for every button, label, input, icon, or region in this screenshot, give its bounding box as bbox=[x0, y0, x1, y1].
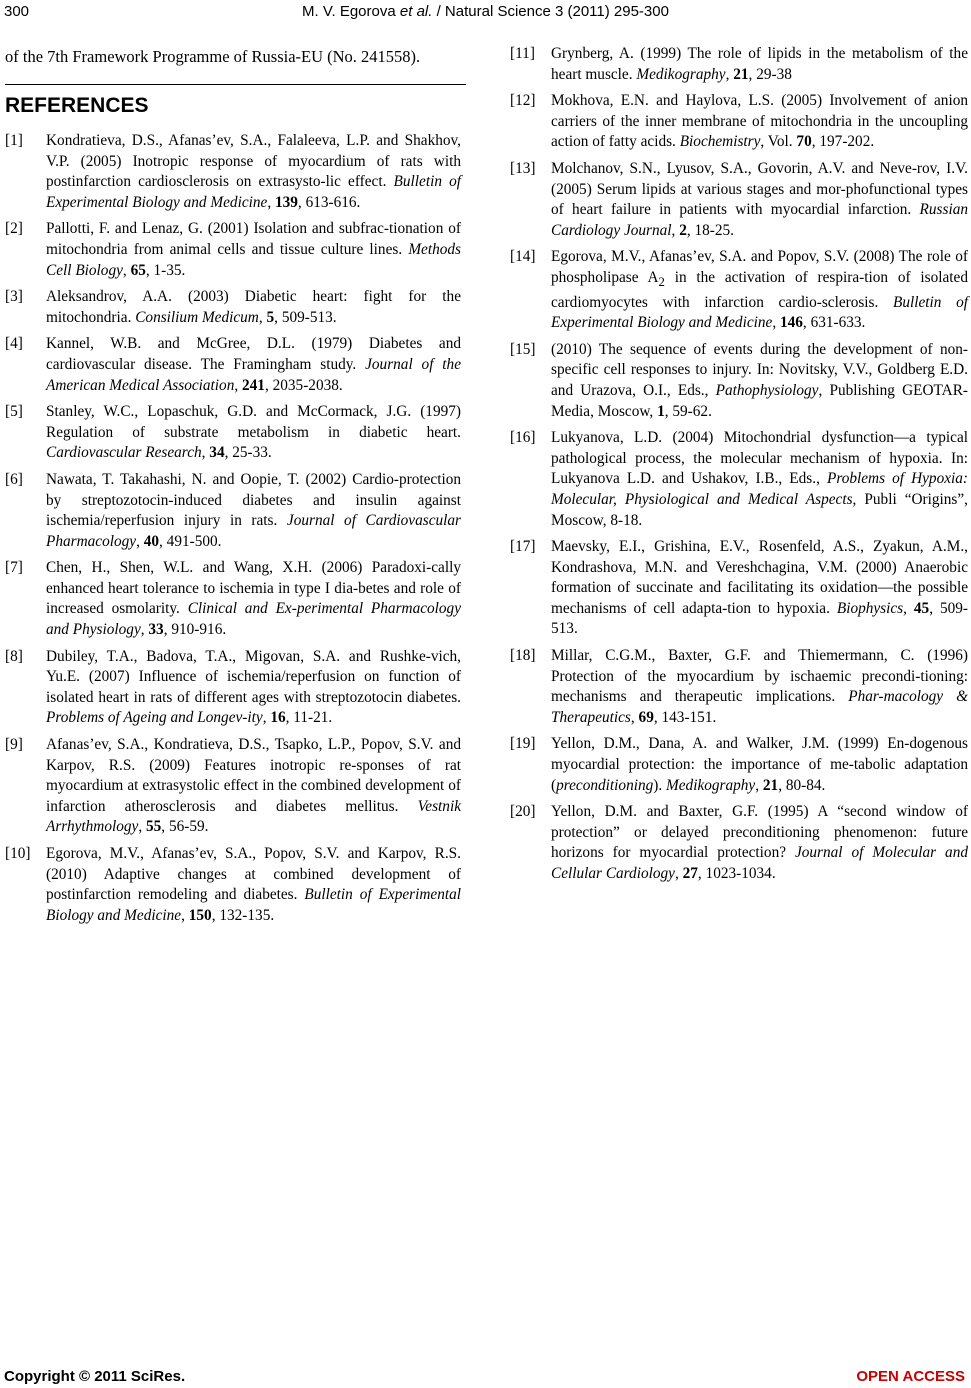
reference-journal: Bulletin of Experimental Biology and Medicine bbox=[46, 886, 461, 924]
reference-number: [5] bbox=[5, 403, 23, 421]
reference-volume: 45 bbox=[913, 599, 930, 617]
reference-text: Kondratieva, D.S., Afanas’ev, S.A., Falaleeva, L.P. and Shakhov, V.P. (2005) Inotropic response of myocardium of rats with postinfarction cardiosclerosis on extrasysto-lic effect. bbox=[46, 132, 461, 191]
reference-text: Grynberg, A. (1999) The role of lipids in the metabolism of the heart muscle. bbox=[551, 45, 968, 83]
reference-journal: Journal of Cardiovascular Pharmacology bbox=[46, 512, 461, 550]
reference-pages: , 631-633. bbox=[802, 314, 866, 332]
reference-journal: Bulletin of Experimental Biology and Medicine bbox=[551, 293, 968, 332]
reference-volume: 1 bbox=[657, 402, 665, 420]
reference-separator: , bbox=[138, 818, 146, 836]
reference-item bbox=[5, 402, 461, 464]
reference-text: Yellon, D.M. and Baxter, G.F. (1995) A “second window of protection” or delayed preconditioning phenomenon: future horizons for myocardial protection? bbox=[551, 803, 968, 862]
reference-item bbox=[5, 558, 461, 640]
reference-text: Millar, C.G.M., Baxter, G.F. and Thiemermann, C. (1996) Protection of the myocardium by ischaemic precondi-tioning: mechanisms and therapeutic implications. bbox=[551, 647, 968, 706]
reference-journal: Cardiovascular Research bbox=[46, 444, 202, 462]
reference-journal: Consilium Medicum bbox=[135, 308, 259, 326]
reference-volume: 150 bbox=[188, 906, 212, 924]
reference-number: [4] bbox=[5, 335, 23, 353]
reference-text: Mokhova, E.N. and Haylova, L.S. (2005) Involvement of anion carriers of the inner membrane of mitochondria in the uncoupling action of fatty acids. bbox=[551, 92, 968, 151]
reference-pages: , 29-38 bbox=[748, 65, 792, 83]
page-header bbox=[0, 0, 971, 22]
reference-list-right bbox=[510, 44, 968, 885]
reference-volume: 139 bbox=[274, 193, 298, 211]
reference-volume: 5 bbox=[266, 308, 275, 326]
reference-separator: , Publishing GEOTAR-Media, Moscow, bbox=[551, 381, 968, 420]
reference-number: [2] bbox=[5, 220, 23, 238]
reference-separator: , bbox=[136, 532, 144, 550]
reference-number: [19] bbox=[510, 735, 536, 753]
reference-text: (2010) The sequence of events during the development of non-specific cell responses to injury. In: Novitsky, V.V., Goldberg E.D. and Urazova, O.I., Eds., bbox=[551, 340, 968, 399]
page-number: 300 bbox=[4, 3, 30, 20]
reference-number: [7] bbox=[5, 559, 23, 577]
reference-item bbox=[510, 802, 968, 884]
reference-pages: , 1023-1034. bbox=[697, 865, 776, 883]
reference-separator: , bbox=[234, 376, 242, 394]
reference-pages: , 59-62. bbox=[664, 402, 712, 420]
reference-text: Egorova, M.V., Afanas’ev, S.A. and Popov, S.V. (2008) The role of phospholipase A bbox=[551, 248, 968, 286]
intro-text: of the 7th Framework Programme of Russia-EU (No. 241558). bbox=[5, 47, 421, 66]
reference-pages: , 56-59. bbox=[161, 818, 209, 836]
reference-separator: , bbox=[772, 314, 780, 332]
reference-journal: Methods Cell Biology bbox=[46, 240, 461, 279]
reference-volume: 69 bbox=[638, 708, 654, 726]
reference-number: [20] bbox=[510, 803, 536, 821]
reference-item bbox=[510, 247, 968, 333]
reference-text: Nawata, T. Takahashi, N. and Oopie, T. (2002) Cardio-protection by streptozotocin-induced diabetes and insulin against ischemia/reperfusion injury in rats. bbox=[46, 470, 461, 530]
reference-text: Pallotti, F. and Lenaz, G. (2001) Isolation and subfrac-tionation of mitochondria from animal cells and tissue culture lines. bbox=[46, 220, 461, 258]
reference-item bbox=[5, 287, 461, 328]
reference-text: Chen, H., Shen, W.L. and Wang, X.H. (2006) Paradoxi-cally enhanced heart tolerance to ischemia in type I dia-betes and role of increased osmolarity. bbox=[46, 559, 461, 618]
reference-journal: Problems of Ageing and Longev-ity bbox=[46, 709, 263, 727]
reference-volume: 27 bbox=[682, 865, 698, 883]
reference-separator: , bbox=[267, 193, 275, 211]
reference-list-left bbox=[5, 131, 461, 926]
reference-volume: 146 bbox=[779, 314, 803, 332]
reference-volume: 16 bbox=[270, 709, 286, 727]
reference-separator: , bbox=[725, 65, 734, 83]
reference-pages: , 2035-2038. bbox=[264, 376, 343, 394]
reference-journal: Phar-macology & Therapeutics bbox=[551, 688, 968, 726]
reference-item bbox=[5, 647, 461, 729]
reference-separator: , bbox=[674, 865, 683, 883]
reference-number: [10] bbox=[5, 845, 31, 862]
reference-volume: 21 bbox=[762, 776, 779, 794]
reference-journal: Biophysics bbox=[836, 599, 904, 617]
reference-separator: , bbox=[755, 776, 763, 794]
reference-text: Egorova, M.V., Afanas’ev, S.A., Popov, S.V. and Karpov, R.S. (2010) Adaptive changes at combined development of postinfarction remodeling and diabetes. bbox=[46, 845, 461, 904]
references-heading: REFERENCES bbox=[5, 94, 149, 117]
reference-pages: , 132-135. bbox=[211, 906, 275, 924]
reference-journal: Problems of Hypoxia: Molecular, Physiological and Medical Aspects bbox=[551, 470, 968, 508]
reference-text: Molchanov, S.N., Lyusov, S.A., Govorin, A.V. and Neve-rov, I.V. (2005) Serum lipids at various stages and mor-phofunctional types of heart failure in patients with myocardial infarction. bbox=[551, 159, 968, 219]
reference-separator: , bbox=[122, 261, 131, 279]
reference-number: [17] bbox=[510, 538, 536, 556]
reference-journal: Biochemistry bbox=[679, 133, 761, 151]
reference-pages: , 1-35. bbox=[145, 261, 186, 279]
reference-pages: , 25-33. bbox=[224, 444, 272, 462]
reference-number: [1] bbox=[5, 132, 23, 149]
reference-text: Kannel, W.B. and McGree, D.L. (1979) Diabetes and cardiovascular disease. The Framingham study. bbox=[46, 335, 461, 373]
reference-number: [18] bbox=[510, 647, 536, 665]
reference-item bbox=[5, 219, 461, 281]
reference-number: [15] bbox=[510, 340, 536, 358]
running-head-etal: et al. bbox=[399, 3, 433, 20]
reference-pages: , 613-616. bbox=[297, 193, 361, 211]
copyright-text: Copyright © 2011 SciRes. bbox=[4, 1368, 186, 1385]
reference-text: Aleksandrov, A.A. (2003) Diabetic heart: fight for the mitochondria. bbox=[46, 288, 461, 326]
reference-volume: 241 bbox=[242, 376, 265, 394]
reference-volume: 21 bbox=[733, 65, 749, 83]
reference-item bbox=[510, 44, 968, 85]
reference-item bbox=[510, 91, 968, 153]
reference-number: [3] bbox=[5, 288, 23, 306]
reference-number: [6] bbox=[5, 470, 23, 488]
reference-number: [9] bbox=[5, 736, 23, 754]
reference-text: Stanley, W.C., Lopaschuk, G.D. and McCormack, J.G. (1997) Regulation of substrate metabolism in diabetic heart. bbox=[46, 403, 461, 441]
reference-item bbox=[5, 844, 461, 926]
reference-item bbox=[5, 334, 461, 396]
reference-pages: , 18-25. bbox=[686, 221, 735, 239]
reference-separator: , bbox=[630, 708, 639, 726]
reference-item bbox=[5, 131, 461, 213]
reference-italic: preconditioning bbox=[556, 776, 654, 794]
reference-pages: , 509-513. bbox=[551, 599, 968, 638]
reference-volume: 55 bbox=[146, 818, 162, 836]
reference-journal: Vestnik Arrhythmology bbox=[46, 797, 461, 836]
reference-pages: , 910-916. bbox=[163, 621, 227, 639]
reference-journal: Bulletin of Experimental Biology and Medicine bbox=[46, 173, 461, 211]
reference-separator: , bbox=[181, 906, 189, 924]
reference-item bbox=[510, 340, 968, 422]
section-divider bbox=[5, 84, 466, 85]
reference-journal: Pathophysiology bbox=[715, 381, 819, 399]
reference-number: [13] bbox=[510, 159, 536, 177]
reference-text: Afanas’ev, S.A., Kondratieva, D.S., Tsapko, L.P., Popov, S.V. and Karpov, R.S. (2009) Features inotropic re-sponses of rat myocardium at extrasystolic effect in the combined development of infarction atherosclerosis and diabetes mellitus. bbox=[46, 736, 461, 815]
reference-volume: 2 bbox=[679, 221, 687, 239]
reference-journal: Medikography bbox=[666, 776, 756, 794]
reference-item bbox=[510, 428, 968, 531]
reference-pages: , 11-21. bbox=[285, 709, 333, 727]
running-head-journal: / Natural Science 3 (2011) 295-300 bbox=[432, 3, 669, 20]
reference-text: ). bbox=[653, 776, 667, 794]
reference-volume: 34 bbox=[209, 444, 225, 462]
reference-number: [16] bbox=[510, 429, 536, 447]
reference-text: Yellon, D.M., Dana, A. and Walker, J.M. (1999) En-dogenous myocardial protection: the importance of me-tabolic adaptation ( bbox=[551, 735, 968, 794]
reference-separator: , Publi “Origins”, Moscow, 8-18. bbox=[551, 490, 968, 529]
reference-item bbox=[5, 470, 461, 552]
reference-separator: , bbox=[262, 709, 271, 727]
reference-separator: , bbox=[671, 221, 680, 239]
reference-item bbox=[510, 159, 968, 241]
reference-volume: 40 bbox=[143, 532, 160, 550]
reference-volume: 70 bbox=[796, 133, 812, 151]
reference-number: [11] bbox=[510, 45, 535, 62]
reference-volume: 65 bbox=[130, 261, 146, 279]
reference-journal: Clinical and Ex-perimental Pharmacology and Physiology bbox=[46, 600, 461, 639]
reference-pages: , 509-513. bbox=[274, 308, 337, 326]
page-footer bbox=[0, 1366, 971, 1388]
reference-separator: , bbox=[140, 621, 149, 639]
reference-separator: , bbox=[258, 308, 267, 326]
reference-text: Dubiley, T.A., Badova, T.A., Migovan, S.A. and Rushke-vich, Yu.E. (2007) Influence of ischemia/reperfusion on function of isolated heart in rats of different ages with streptozotocin diabetes. bbox=[46, 647, 461, 706]
reference-item bbox=[510, 734, 968, 796]
reference-pages: , 143-151. bbox=[653, 708, 717, 726]
reference-text: Maevsky, E.I., Grishina, E.V., Rosenfeld, A.S., Zyakun, A.M., Kondrashova, M.N. and Vereshchagina, V.M. (2000) Anaerobic formation of succinate and facilitating its oxidation—the possible mechanisms of cell adapta-tion to hypoxia. bbox=[551, 538, 968, 617]
left-column bbox=[5, 44, 461, 932]
running-head-authors: M. V. Egorova bbox=[302, 3, 400, 20]
reference-pages: , 491-500. bbox=[159, 532, 222, 550]
reference-separator: , Vol. bbox=[760, 133, 797, 151]
reference-pages: , 197-202. bbox=[811, 133, 875, 151]
reference-number: [14] bbox=[510, 248, 536, 266]
reference-number: [8] bbox=[5, 647, 23, 665]
reference-journal: Journal of Molecular and Cellular Cardiology bbox=[551, 844, 968, 883]
reference-journal: Journal of the American Medical Association bbox=[46, 355, 461, 394]
reference-separator: , bbox=[903, 599, 914, 617]
reference-separator: , bbox=[201, 444, 210, 462]
running-head bbox=[0, 2, 971, 22]
reference-volume: 33 bbox=[148, 621, 164, 639]
reference-number: [12] bbox=[510, 92, 536, 110]
reference-subscript: 2 bbox=[658, 274, 665, 289]
reference-pages: , 80-84. bbox=[778, 776, 826, 794]
reference-text: in the activation of respira-tion of isolated cardiomyocytes with infarction cardio-sclerosis. bbox=[551, 268, 968, 311]
reference-journal: Russian Cardiology Journal bbox=[551, 201, 968, 239]
reference-journal: Medikography bbox=[636, 65, 726, 83]
reference-item bbox=[5, 735, 461, 838]
right-column bbox=[510, 44, 968, 891]
open-access-label: OPEN ACCESS bbox=[856, 1368, 965, 1385]
reference-text: Lukyanova, L.D. (2004) Mitochondrial dysfunction—a typical pathological process, the molecular mechanism of hypoxia. In: Lukyanova L.D. and Ushakov, I.B., Eds., bbox=[551, 429, 968, 488]
reference-item bbox=[510, 537, 968, 640]
reference-item bbox=[510, 646, 968, 728]
